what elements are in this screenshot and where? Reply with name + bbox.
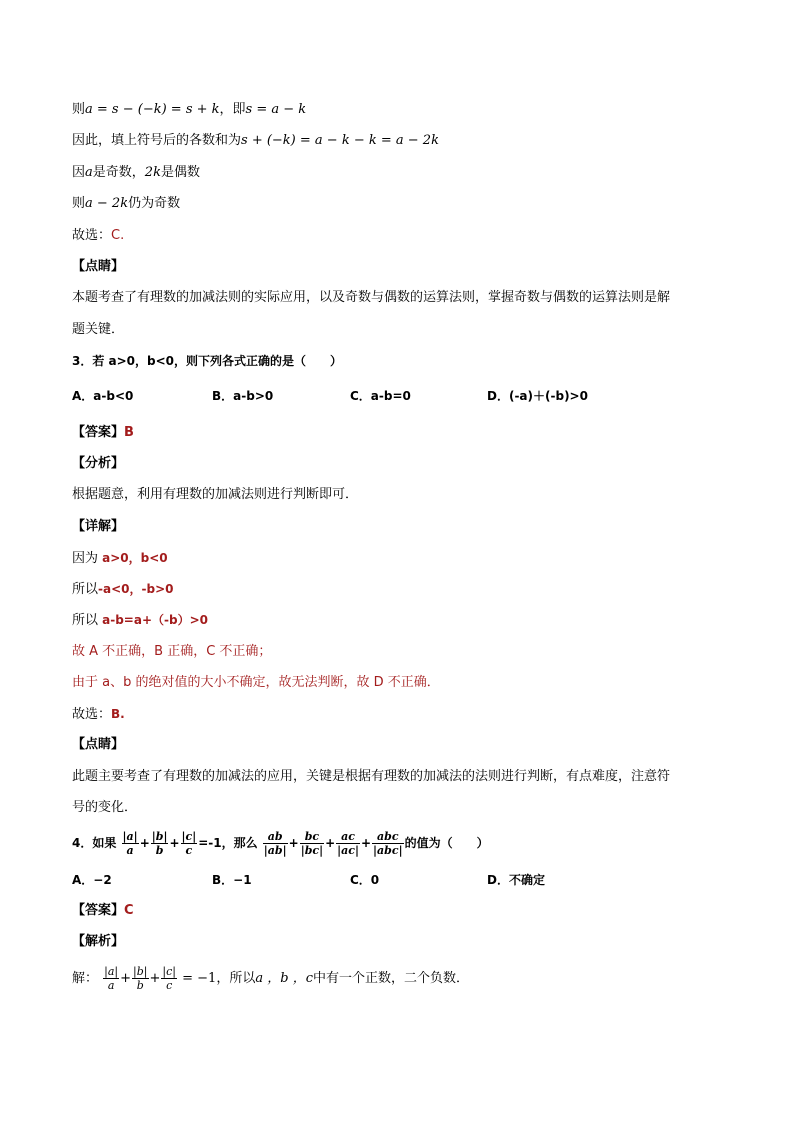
text-line-3 (72, 164, 200, 182)
math-expression: a-b=a+（-b）>0 (102, 613, 208, 627)
text: ，即 (219, 102, 246, 117)
text: 故选： (72, 707, 112, 722)
option-a: A．a-b<0 (72, 389, 134, 403)
text: 因为 (72, 551, 103, 566)
option-c: C．a-b=0 (350, 389, 411, 403)
paragraph-line: 题关键． (72, 322, 125, 337)
detail-line-3 (72, 611, 208, 630)
fraction: $\frac{|a|}{a}$ (122, 830, 138, 857)
text: 则 (72, 196, 86, 211)
text-line-2 (72, 132, 439, 150)
fraction: $\frac{|b|}{b}$ (133, 965, 148, 992)
fraction: $\frac{|c|}{c}$ (181, 830, 197, 857)
text: 中有一个正数，二个负数． (312, 971, 469, 986)
text: 4．如果 (72, 836, 117, 850)
paragraph-line: 号的变化． (72, 800, 138, 815)
text-line-1 (72, 101, 306, 119)
text: 所以 (72, 582, 99, 597)
fraction: $\frac{\text{abc}}{\text{|abc|}}$ (373, 830, 403, 857)
option-b: B．a-b>0 (212, 389, 274, 403)
section-heading-answer: 【答案】 (72, 425, 125, 440)
section-heading-answer: 【答案】 (72, 903, 125, 918)
section-heading-dianjing: 【点睛】 (72, 737, 125, 752)
text: 仍为奇数 (128, 196, 181, 211)
paragraph-line: 本题考查了有理数的加减法则的实际应用，以及奇数与偶数的运算法则，掌握奇数与偶数的运算法则是解 (72, 290, 671, 305)
fraction: $\frac{|b|}{b}$ (151, 830, 168, 857)
answer-line (72, 902, 134, 920)
text: 解： (72, 971, 99, 986)
question-4-stem: 4．如果 $\frac{|a|}{a}$ + $\frac{|b|}{b}$ + $\frac{|c|}{c}$ =-1，那么 $\frac{ab}{|ab|}$ + $\frac{bc}{|bc|}$ + $\frac{ac}{|ac|}$ + $\frac{\text{abc}}{\text{|abc|}}$ 的值为（ ） (72, 830, 489, 857)
answer-choice: C. (111, 228, 125, 243)
fraction: $\frac{ab}{|ab|}$ (263, 830, 287, 857)
fraction: $\frac{bc}{|bc|}$ (300, 830, 324, 857)
analysis-text: 根据题意，利用有理数的加减法则进行判断即可． (72, 487, 359, 502)
math-expression: = −1 (182, 971, 217, 986)
text: 则 (72, 102, 86, 117)
text-line-5 (72, 227, 124, 245)
text: ，所以 (216, 971, 256, 986)
section-heading-explanation: 【解析】 (72, 934, 125, 949)
text: 因此，填上符号后的各数和为 (72, 133, 242, 148)
option-c: C．0 (350, 873, 380, 887)
text-line-4 (72, 195, 180, 213)
fraction: $\frac{|a|}{a}$ (104, 965, 119, 992)
math-variables: a ，b ，c (255, 971, 313, 986)
detail-line-4: 故 A 不正确，B 正确，C 不正确； (72, 644, 272, 659)
answer-line (72, 424, 134, 442)
fraction: $\frac{|c|}{c}$ (162, 965, 176, 992)
section-heading-dianjing: 【点睛】 (72, 259, 125, 274)
option-d: D．(-a)＋(-b)>0 (487, 389, 588, 403)
math-variable: a (85, 165, 93, 180)
text: 的值为（ ） (404, 836, 489, 850)
option-a: A．−2 (72, 873, 112, 887)
detail-line-5: 由于 a、b 的绝对值的大小不确定，故无法判断，故 D 不正确． (72, 675, 440, 690)
math-expression: s + (−k) = a − k − k = a − 2k (241, 133, 439, 148)
math-expression: a>0，b<0 (102, 551, 168, 565)
text: 所以 (72, 613, 103, 628)
text: 因 (72, 165, 86, 180)
math-expression: a = s − (−k) = s + k (85, 102, 220, 117)
paragraph-line: 此题主要考查了有理数的加减法的应用，关键是根据有理数的加减法的法则进行判断，有点难度，注意符 (72, 769, 671, 784)
text: =-1，那么 (198, 836, 258, 850)
answer-value: B (124, 425, 134, 440)
text: 是偶数 (160, 165, 200, 180)
question-3-stem: 3．若 a>0，b<0，则下列各式正确的是（ ） (72, 354, 343, 368)
section-heading-analysis: 【分析】 (72, 456, 125, 471)
detail-line-6 (72, 705, 125, 724)
section-heading-detail: 【详解】 (72, 519, 125, 534)
solution-line: 解： $\frac{|a|}{a}$ + $\frac{|b|}{b}$ + $\frac{|c|}{c}$ = −1，所以a ，b ，c中有一个正数，二个负数． (72, 965, 469, 992)
option-d: D．不确定 (487, 873, 545, 887)
answer-choice: B. (111, 707, 125, 721)
detail-line-1 (72, 549, 168, 568)
math-expression: 2k (144, 165, 161, 180)
option-b: B．−1 (212, 873, 252, 887)
math-expression: a − 2k (85, 196, 129, 211)
text: 是奇数， (92, 165, 145, 180)
text: 故选： (72, 228, 112, 243)
detail-line-2 (72, 580, 173, 599)
math-expression: s = a − k (245, 102, 307, 117)
math-expression: -a<0，-b>0 (98, 582, 174, 596)
answer-value: C (124, 903, 134, 918)
fraction: $\frac{ac}{|ac|}$ (337, 830, 359, 857)
